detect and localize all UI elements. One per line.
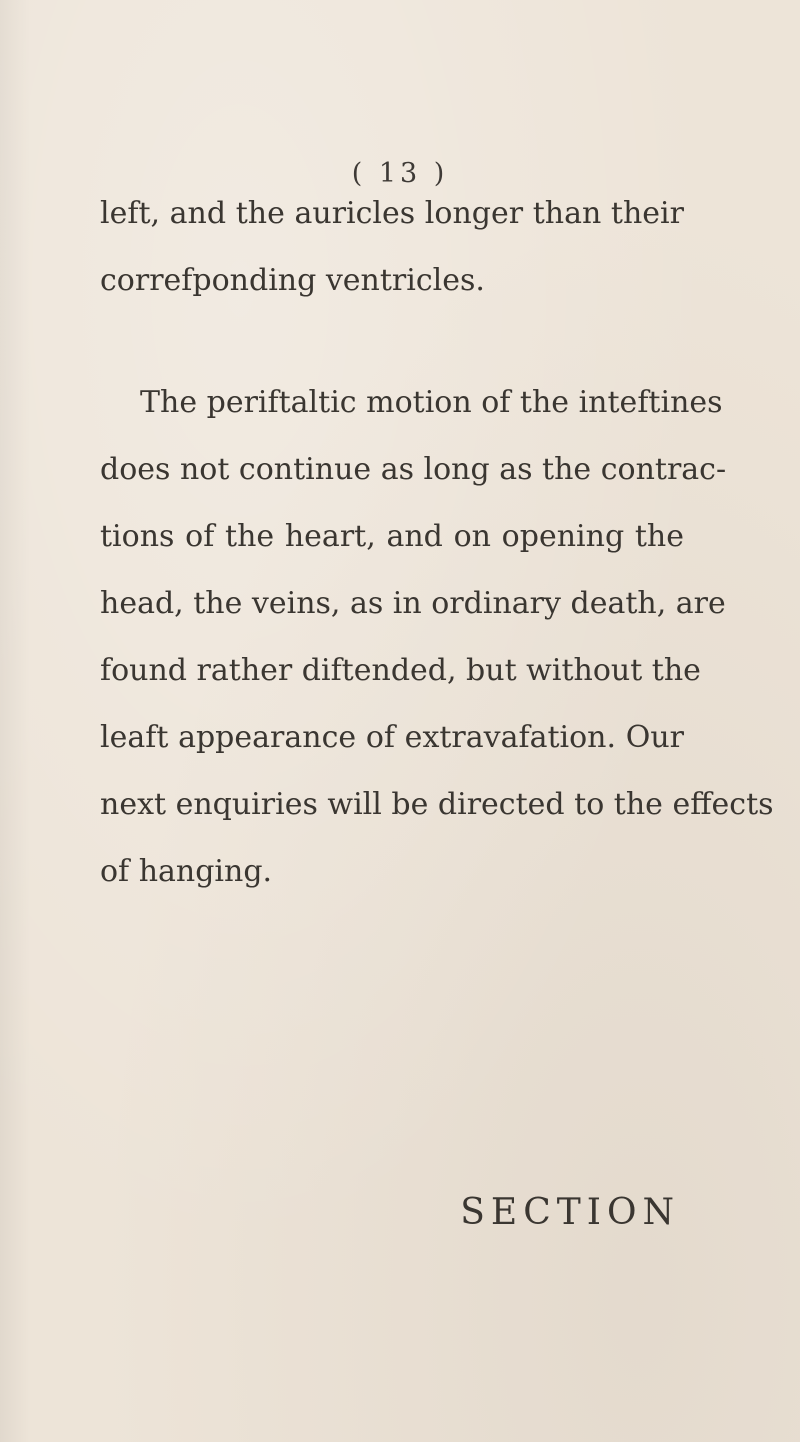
catchword: SECTION (460, 1192, 680, 1233)
text-line: does not continue as long as the contrac- (100, 452, 727, 487)
text-line: The periftaltic motion of the inteftines (140, 385, 723, 420)
text-line: correfponding ventricles. (100, 263, 485, 298)
text-line: head, the veins, as in ordinary death, are (100, 586, 726, 621)
text-line: of hanging. (100, 854, 273, 889)
text-line: tions of the heart, and on opening the (100, 519, 684, 554)
text-line: next enquiries will be directed to the effects (100, 787, 774, 822)
text-line: left, and the auricles longer than their (100, 196, 684, 231)
text-line: leaft appearance of extravafation. Our (100, 720, 684, 755)
text-line: found rather diftended, but without the (100, 653, 701, 688)
page-number: ( 13 ) (351, 158, 449, 189)
